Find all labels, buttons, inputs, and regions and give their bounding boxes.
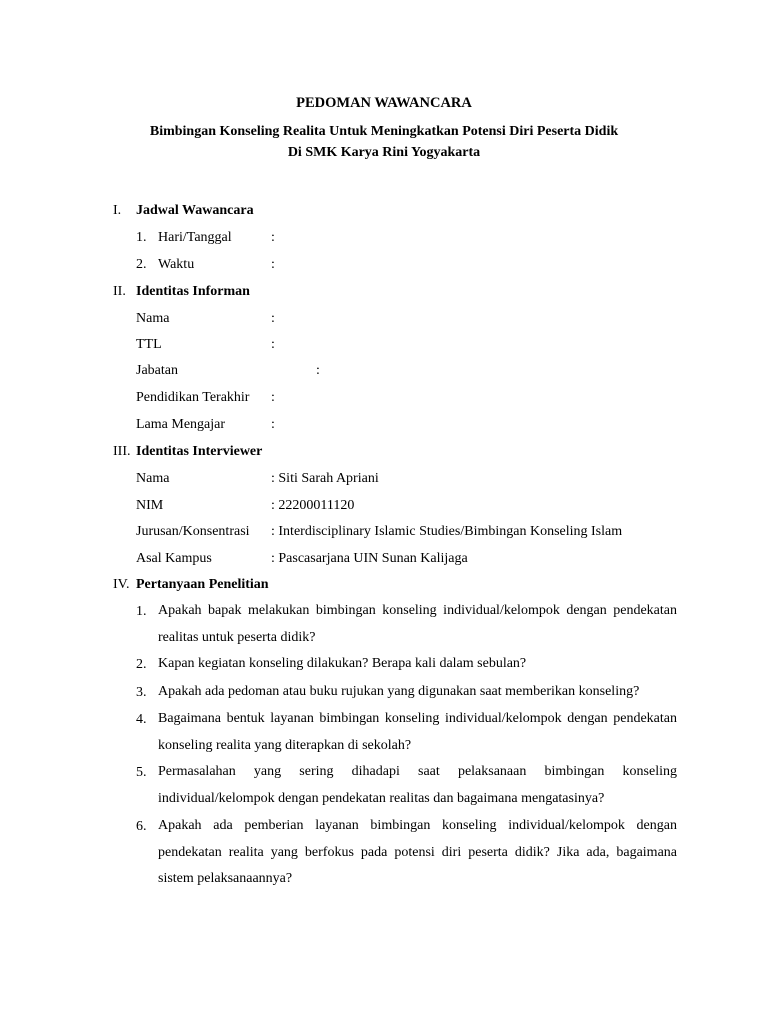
field-colon: :: [271, 417, 275, 432]
question-number: 2.: [136, 657, 147, 672]
question-number: 1.: [136, 604, 147, 619]
field-colon: :: [271, 257, 275, 272]
field-label-nim: NIM: [136, 498, 164, 513]
field-colon: :: [271, 337, 275, 352]
section-numeral-2: II.: [113, 284, 126, 299]
field-label-jabatan: Jabatan: [136, 363, 178, 378]
section-heading-identitas-informan: Identitas Informan: [136, 284, 250, 299]
section-numeral-3: III.: [113, 444, 131, 459]
section-heading-jadwal: Jadwal Wawancara: [136, 203, 254, 218]
field-value-nim: : 22200011120: [271, 498, 355, 513]
field-label-ttl: TTL: [136, 337, 162, 352]
field-colon: :: [271, 390, 275, 405]
field-value-asal-kampus: : Pascasarjana UIN Sunan Kalijaga: [271, 551, 468, 566]
section-heading-identitas-interviewer: Identitas Interviewer: [136, 444, 263, 459]
field-label-jurusan: Jurusan/Konsentrasi: [136, 524, 250, 539]
field-label-lama-mengajar: Lama Mengajar: [136, 417, 226, 432]
question-number: 4.: [136, 712, 147, 727]
field-label-waktu: Waktu: [158, 257, 195, 272]
field-label-nama: Nama: [136, 311, 170, 326]
field-label-pendidikan-terakhir: Pendidikan Terakhir: [136, 390, 250, 405]
field-label-asal-kampus: Asal Kampus: [136, 551, 212, 566]
document-title: PEDOMAN WAWANCARA: [296, 95, 472, 111]
question-text: Permasalahan yang sering dihadapi saat pelaksanaan bimbingan konseling individual/kelompok dengan pendekatan realitas dan bagaimana mengatasinya?: [158, 764, 677, 806]
field-colon: :: [271, 311, 275, 326]
question-text: Apakah ada pedoman atau buku rujukan yang digunakan saat memberikan konseling?: [158, 684, 640, 699]
document-subtitle-line1: Bimbingan Konseling Realita Untuk Meningkatkan Potensi Diri Peserta Didik: [149, 124, 619, 139]
field-label-hari-tanggal: Hari/Tanggal: [158, 230, 232, 245]
question-text: Apakah ada pemberian layanan bimbingan konseling individual/kelompok dengan pendekatan realita yang berfokus pada potensi diri peserta didik? Jika ada, bagaimana sistem pelaksanaannya?: [158, 818, 677, 886]
document-subtitle-line2: Di SMK Karya Rini Yogyakarta: [287, 145, 481, 160]
list-number: 2.: [136, 257, 147, 272]
question-text: Kapan kegiatan konseling dilakukan? Berapa kali dalam sebulan?: [158, 656, 527, 671]
question-number: 5.: [136, 765, 147, 780]
section-numeral-4: IV.: [113, 577, 130, 592]
question-number: 3.: [136, 685, 147, 700]
section-numeral-1: I.: [113, 203, 122, 218]
field-label-nama: Nama: [136, 471, 170, 486]
section-heading-pertanyaan: Pertanyaan Penelitian: [136, 577, 269, 592]
field-value-nama: : Siti Sarah Apriani: [271, 471, 379, 486]
field-value-jurusan: : Interdisciplinary Islamic Studies/Bimbingan Konseling Islam: [271, 524, 623, 539]
field-colon: :: [271, 230, 275, 245]
question-text: Bagaimana bentuk layanan bimbingan konseling individual/kelompok dengan pendekatan konseling realita yang diterapkan di sekolah?: [158, 711, 677, 753]
question-text: Apakah bapak melakukan bimbingan konseling individual/kelompok dengan pendekatan realitas untuk peserta didik?: [158, 603, 677, 645]
field-colon: :: [316, 363, 320, 378]
list-number: 1.: [136, 230, 147, 245]
question-number: 6.: [136, 819, 147, 834]
